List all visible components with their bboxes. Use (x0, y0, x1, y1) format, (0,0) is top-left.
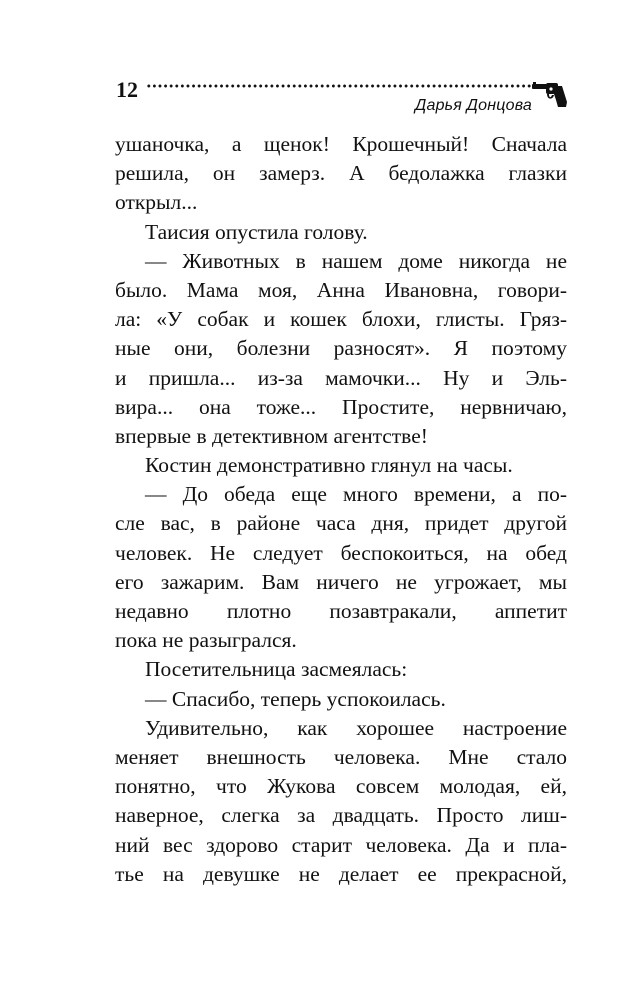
text-line: — Спасибо, теперь успокоилась. (145, 686, 446, 711)
text-line: ушаночка, а щенок! Крошечный! Сначала (115, 132, 567, 156)
text-line: — Животных в нашем доме никогда не (145, 248, 567, 273)
text-line: и пришла... из-за мамочки... Ну и Эль- (115, 365, 567, 390)
body-text (115, 130, 567, 889)
text-line: понятно, что Жукова совсем молодая, ей, (115, 774, 567, 799)
paragraph (115, 655, 567, 684)
text-line: пока не разыгрался. (115, 628, 297, 653)
paragraph (115, 130, 567, 218)
author-name: Дарья Донцова (415, 97, 532, 114)
text-line: ний вес здорово старит человека. Да и пла- (115, 832, 567, 857)
page-number: 12 (116, 77, 138, 102)
text-line: меняет внешность человека. Мне стало (115, 744, 567, 769)
paragraph (115, 451, 567, 480)
paragraph (115, 218, 567, 247)
text-line: впервые в детективном агентстве! (115, 423, 428, 448)
text-line: Таисия опустила голову. (145, 219, 368, 244)
text-line: его зажарим. Вам ничего не угрожает, мы (115, 569, 567, 594)
paragraph (115, 480, 567, 655)
text-line: вира... она тоже... Простите, нервничаю, (115, 394, 567, 419)
text-line: недавно плотно позавтракали, аппетит (115, 599, 567, 623)
running-header (0, 0, 640, 125)
text-line: — До обеда еще много времени, а по- (145, 482, 567, 507)
text-line: тье на девушке не делает ее прекрасной, (115, 861, 567, 886)
text-line: сле вас, в районе часа дня, придет другой (115, 511, 567, 536)
text-line: Костин демонстративно глянул на часы. (145, 453, 513, 478)
text-line: человек. Не следует беспокоиться, на обед (115, 540, 567, 565)
text-line: Удивительно, как хорошее настроение (145, 715, 567, 740)
paragraph (115, 714, 567, 889)
paragraph (115, 685, 567, 714)
text-line: было. Мама моя, Анна Ивановна, говори- (115, 277, 567, 302)
paragraph (115, 247, 567, 451)
text-line: ла: «У собак и кошек блохи, глисты. Гряз- (115, 307, 567, 332)
text-line: ные они, болезни разносят». Я поэтому (115, 336, 567, 361)
text-line: открыл... (115, 190, 198, 215)
dotted-leader (146, 84, 532, 88)
text-line: Посетительница засмеялась: (145, 657, 408, 682)
text-line: наверное, слегка за двадцать. Просто лиш- (115, 803, 567, 828)
text-line: решила, он замерз. А бедолажка глазки (115, 161, 567, 186)
revolver-icon (532, 80, 568, 108)
